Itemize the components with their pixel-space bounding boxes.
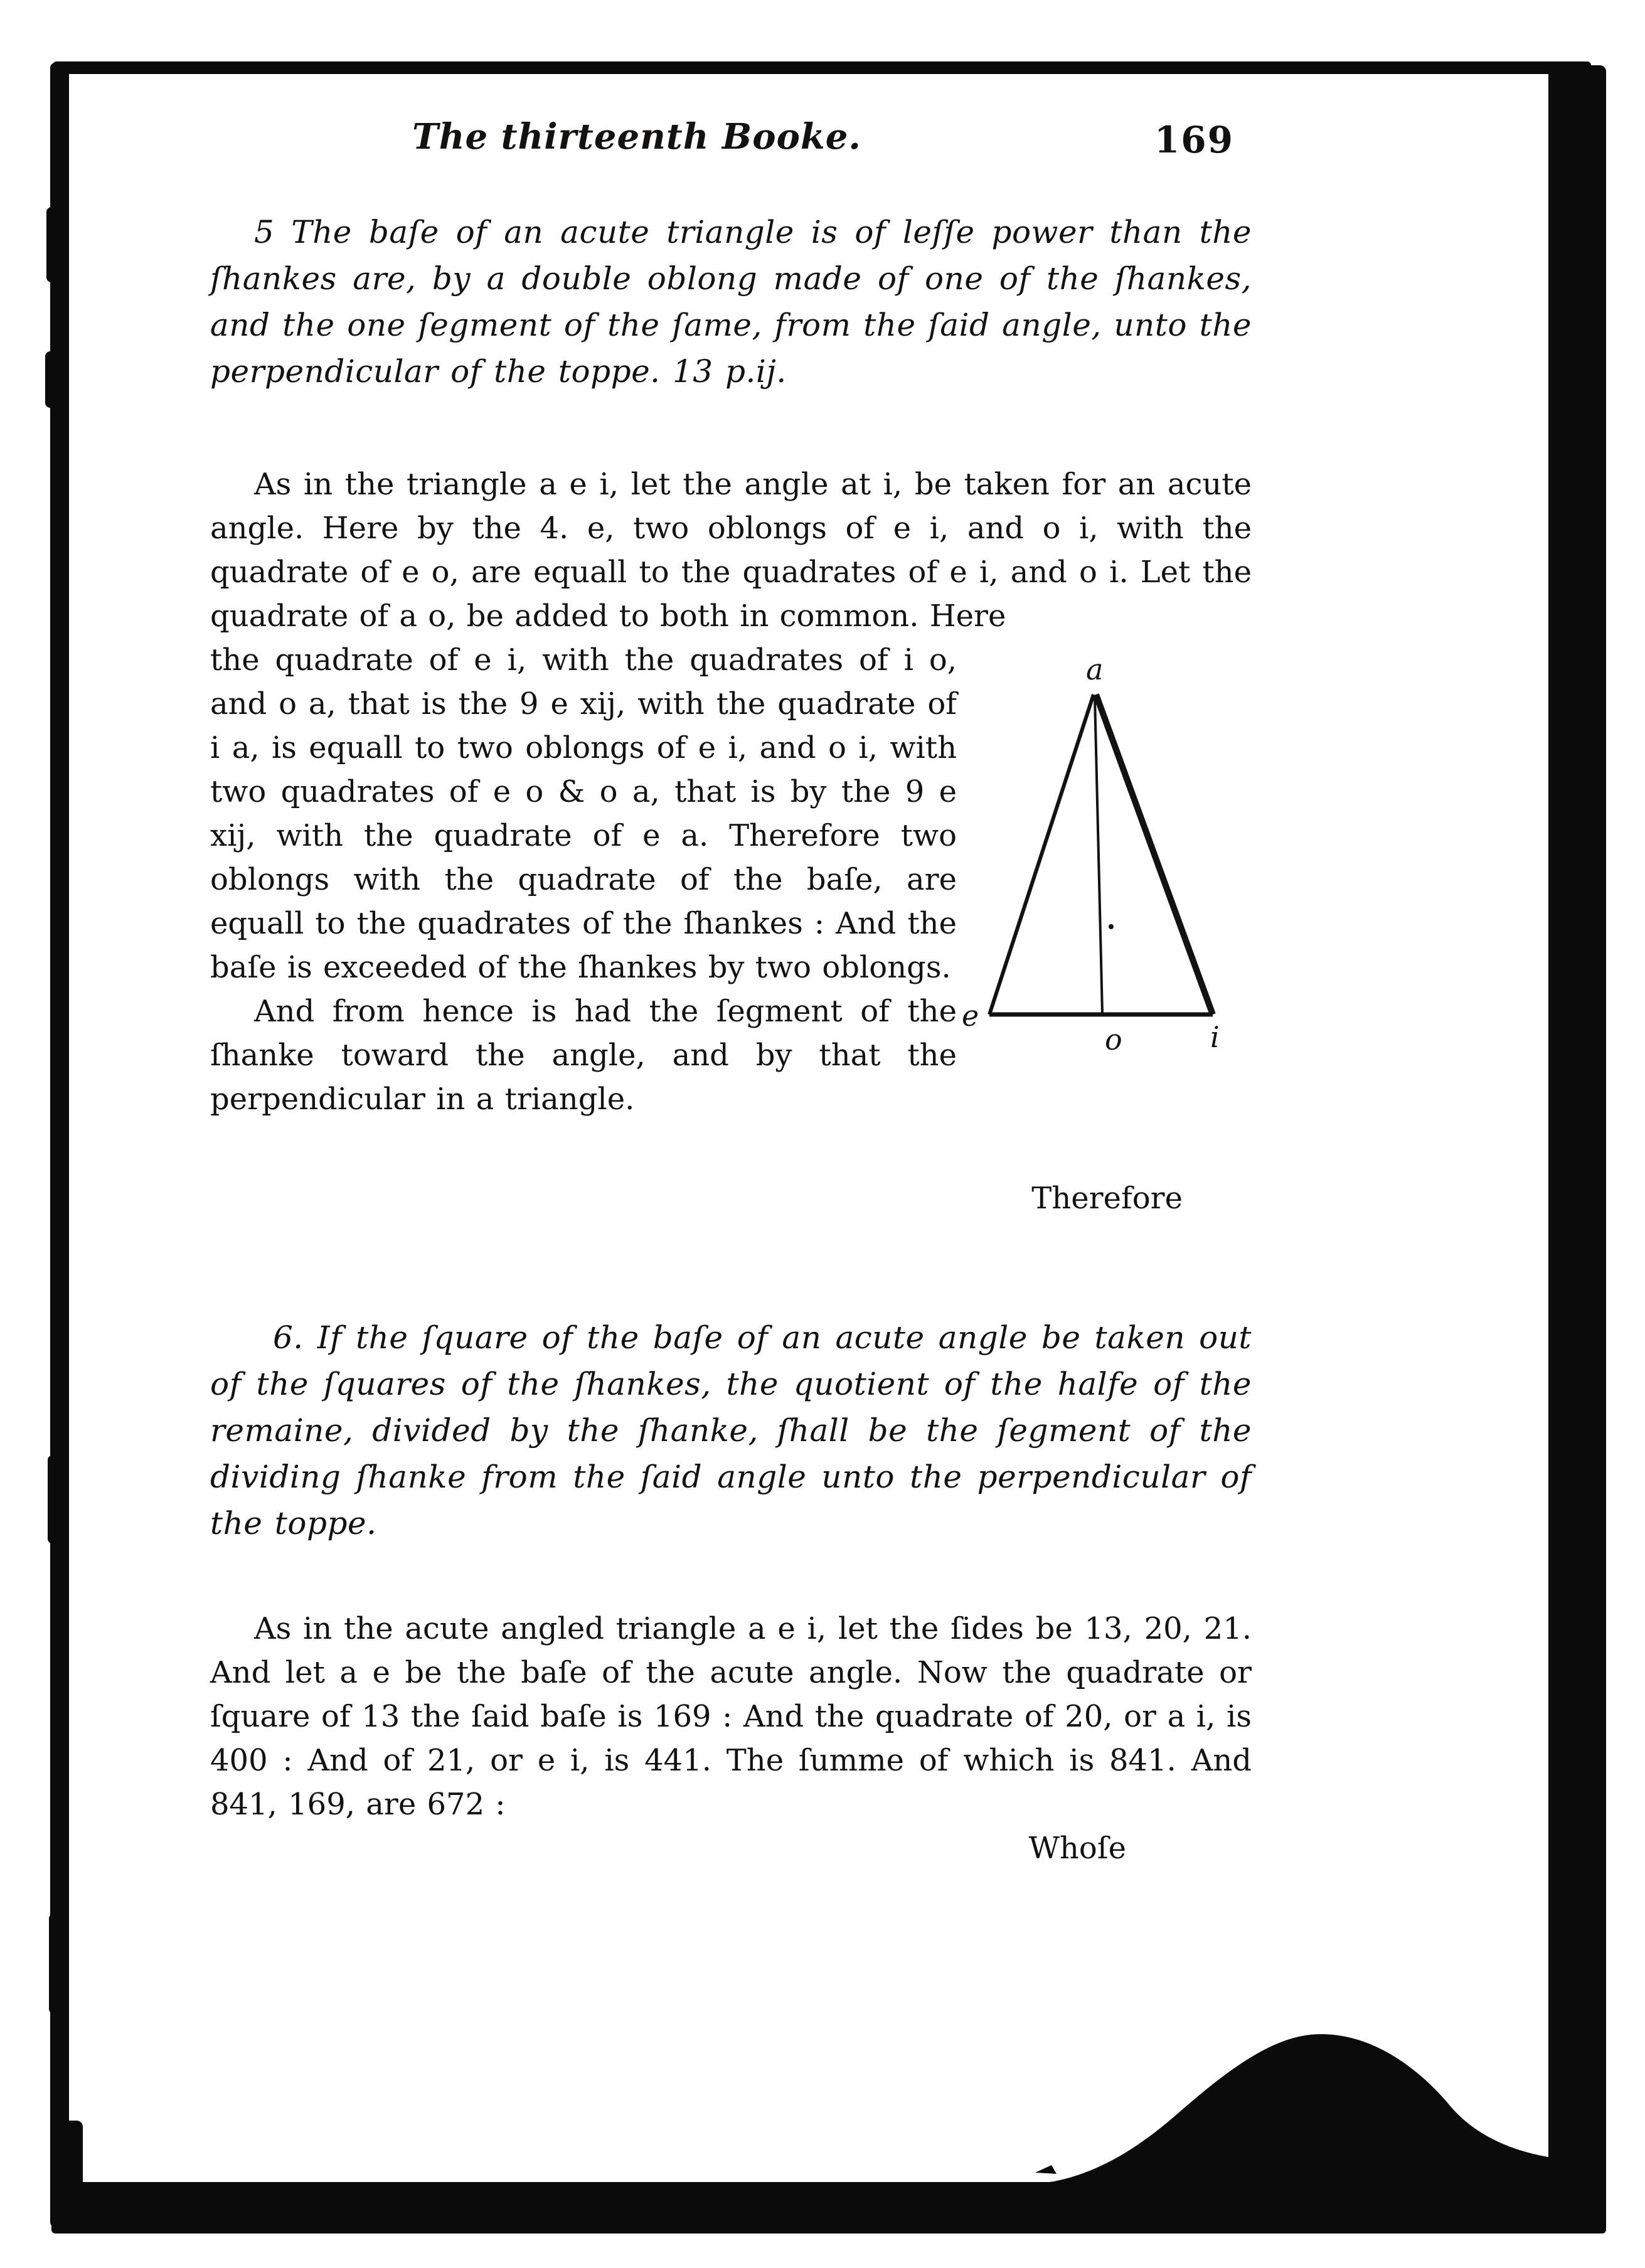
scan-border-bottom — [51, 2182, 1606, 2233]
catchword-whose: Whoſe — [1028, 1831, 1126, 1866]
figure-label-apex: a — [1086, 652, 1104, 686]
scan-artifact — [46, 207, 58, 282]
figure-column — [957, 638, 1252, 1067]
scan-border-top — [53, 61, 1591, 74]
scan-artifact — [49, 1914, 61, 2014]
paragraph-1-part-a: As in the triangle a e i, let the angle at i, be taken for an acute angle. Here by the 4. e, two oblongs of e i, and o i, with the quadrate of e o, are equall to the quadrates of e i, and o i. Let the quadrate of a o, be added to both in common. Here — [210, 467, 1252, 634]
figure-dot — [1109, 924, 1114, 929]
running-head — [210, 116, 1252, 173]
proposition-5: 5 The baſe of an acute triangle is of leſſe power than the ſhankes are, by a double oblong made of one of the ſhankes, and the one ſegment of the ſame, from the ſaid angle, unto the perpendicular of the toppe. 13 p.ij. — [210, 214, 1252, 390]
scan-artifact — [60, 2121, 83, 2190]
scan-artifact — [45, 351, 55, 408]
paragraph-1-part-c: And from hence is had the ſegment of the ſhanke toward the angle, and by that the perpendicular in a triangle. — [210, 994, 957, 1117]
triangle-figure — [957, 638, 1252, 1065]
text-with-figure-row — [210, 638, 1252, 1121]
figure-label-foot: o — [1105, 1023, 1122, 1057]
wrapped-text-column — [210, 638, 957, 1121]
paragraph-2: As in the acute angled triangle a e i, let the ſides be 13, 20, 21. And let a e be the baſe of the acute angle. Now the quadrate or ſquare of 13 the ſaid baſe is 169 : And the quadrate of 20, or a i, is 400 : And of 21, or e i, is 441. The ſumme of which is 841. And 841, 169, are 672 : — [210, 1611, 1252, 1822]
scan-shadow-blob — [1016, 2023, 1556, 2186]
scan-border-right — [1548, 65, 1606, 2230]
page-content — [210, 116, 1252, 1870]
figure-label-right: i — [1210, 1020, 1220, 1054]
paragraph-1-part-b: the quadrate of e i, with the quadrates of i o, and o a, that is the 9 e xij, with the quadrate of i a, is equall to two oblongs of e i, and o i, with two quadrates of e o & o a, that is by the 9 e xij, with the quadrate of e a. Therefore two oblongs with the quadrate of the baſe, are equall to the quadrates of the ſhankes : And the baſe is exceeded of the ſhankes by two oblongs. — [210, 642, 957, 985]
proposition-6: 6. If the ſquare of the baſe of an acute angle be taken out of the ſquares of the ſhankes, the quotient of the halfe of the remaine, divided by the ſhanke, ſhall be the ſegment of the dividing ſhanke from the ſaid angle unto the perpendicular of the toppe. — [210, 1319, 1252, 1541]
page-number: 169 — [1154, 119, 1234, 161]
figure-label-left: e — [962, 999, 979, 1033]
book-title: The thirteenth Booke. — [412, 116, 861, 157]
scan-artifact — [48, 1456, 56, 1543]
catchword-therefore: Therefore — [1031, 1181, 1183, 1216]
